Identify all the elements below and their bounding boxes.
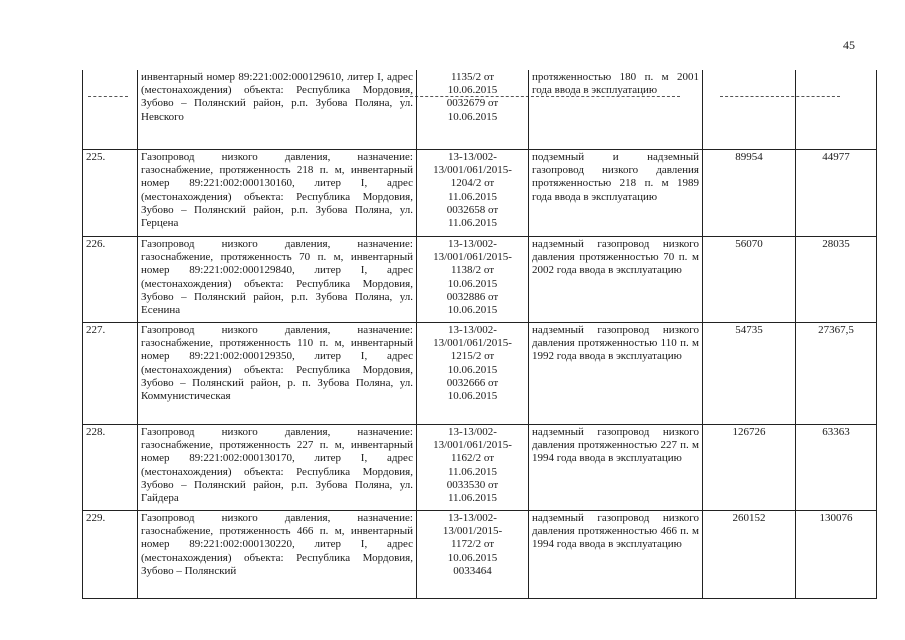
object-characteristics: надземный газопровод низкого давления протяженностью 110 п. м 1992 года ввода в эксплуатацию [529, 323, 703, 425]
value-2: 27367,5 [796, 323, 877, 425]
value-1 [703, 70, 796, 150]
registration-document: 1135/2 от 10.06.2015 0032679 от 10.06.2015 [417, 70, 529, 150]
row-number [83, 70, 138, 150]
table-row [83, 70, 877, 150]
table-row [83, 425, 877, 511]
object-description: Газопровод низкого давления, назначение: газоснабжение, протяженность 110 п. м, инвентарный номер 89:221:002:000129350, литер I, адрес (местонахождения) объекта: Республика Мордовия, Зубово – Полянский район, р. п. Зубова Поляна, ул. Коммунистическая [138, 323, 417, 425]
object-description: Газопровод низкого давления, назначение: газоснабжение, протяженность 70 п. м, инвентарный номер 89:221:002:000129840, литер I, адрес (местонахождения) объекта: Республика Мордовия, Зубово – Полянский район, р.п. Зубова Поляна, ул. Есенина [138, 237, 417, 323]
registration-document: 13-13/002- 13/001/061/2015- 1215/2 от 10.06.2015 0032666 от 10.06.2015 [417, 323, 529, 425]
row-number: 229. [83, 511, 138, 599]
object-description: инвентарный номер 89:221:002:000129610, литер I, адрес (местонахождения) объекта: Республика Мордовия, Зубово – Полянский район, р.п. Зубова Поляна, ул. Невского [138, 70, 417, 150]
row-number: 228. [83, 425, 138, 511]
page-number: 45 [843, 38, 855, 52]
value-2: 44977 [796, 150, 877, 237]
value-1: 89954 [703, 150, 796, 237]
table-row [83, 323, 877, 425]
value-2: 63363 [796, 425, 877, 511]
value-2 [796, 70, 877, 150]
registration-document: 13-13/002- 13/001/2015- 1172/2 от 10.06.2015 0033464 [417, 511, 529, 599]
value-1: 54735 [703, 323, 796, 425]
property-table [82, 70, 877, 599]
registration-document: 13-13/002- 13/001/061/2015- 1162/2 от 11.06.2015 0033530 от 11.06.2015 [417, 425, 529, 511]
table-row [83, 237, 877, 323]
table-row [83, 511, 877, 599]
object-description: Газопровод низкого давления, назначение: газоснабжение, протяженность 227 п. м, инвентарный номер 89:221:002:000130170, литер I, адрес (местонахождения) объекта: Республика Мордовия, Зубово – Полянский район, р.п. Зубова Поляна, ул. Гайдера [138, 425, 417, 511]
object-description: Газопровод низкого давления, назначение: газоснабжение, протяженность 218 п. м, инвентарный номер 89:221:002:000130160, литер I, адрес (местонахождения) объекта: Республика Мордовия, Зубово – Полянский район, р.п. Зубова Поляна, ул. Герцена [138, 150, 417, 237]
object-characteristics: надземный газопровод низкого давления протяженностью 466 п. м 1994 года ввода в эксплуатацию [529, 511, 703, 599]
value-1: 56070 [703, 237, 796, 323]
object-characteristics: надземный газопровод низкого давления протяженностью 227 п. м 1994 года ввода в эксплуатацию [529, 425, 703, 511]
value-1: 126726 [703, 425, 796, 511]
registration-document: 13-13/002- 13/001/061/2015- 1138/2 от 10.06.2015 0032886 от 10.06.2015 [417, 237, 529, 323]
object-characteristics: подземный и надземный газопровод низкого давления протяженностью 218 п. м 1989 года ввода в эксплуатацию [529, 150, 703, 237]
table-row [83, 150, 877, 237]
object-characteristics: протяженностью 180 п. м 2001 года ввода в эксплуатацию [529, 70, 703, 150]
value-2: 28035 [796, 237, 877, 323]
object-characteristics: надземный газопровод низкого давления протяженностью 70 п. м 2002 года ввода в эксплуатацию [529, 237, 703, 323]
value-2: 130076 [796, 511, 877, 599]
row-number: 225. [83, 150, 138, 237]
row-number: 226. [83, 237, 138, 323]
value-1: 260152 [703, 511, 796, 599]
registration-document: 13-13/002- 13/001/061/2015- 1204/2 от 11.06.2015 0032658 от 11.06.2015 [417, 150, 529, 237]
object-description: Газопровод низкого давления, назначение: газоснабжение, протяженность 466 п. м, инвентарный номер 89:221:002:000130220, литер I, адрес (местонахождения) объекта: Республика Мордовия, Зубово – Полянский [138, 511, 417, 599]
row-number: 227. [83, 323, 138, 425]
